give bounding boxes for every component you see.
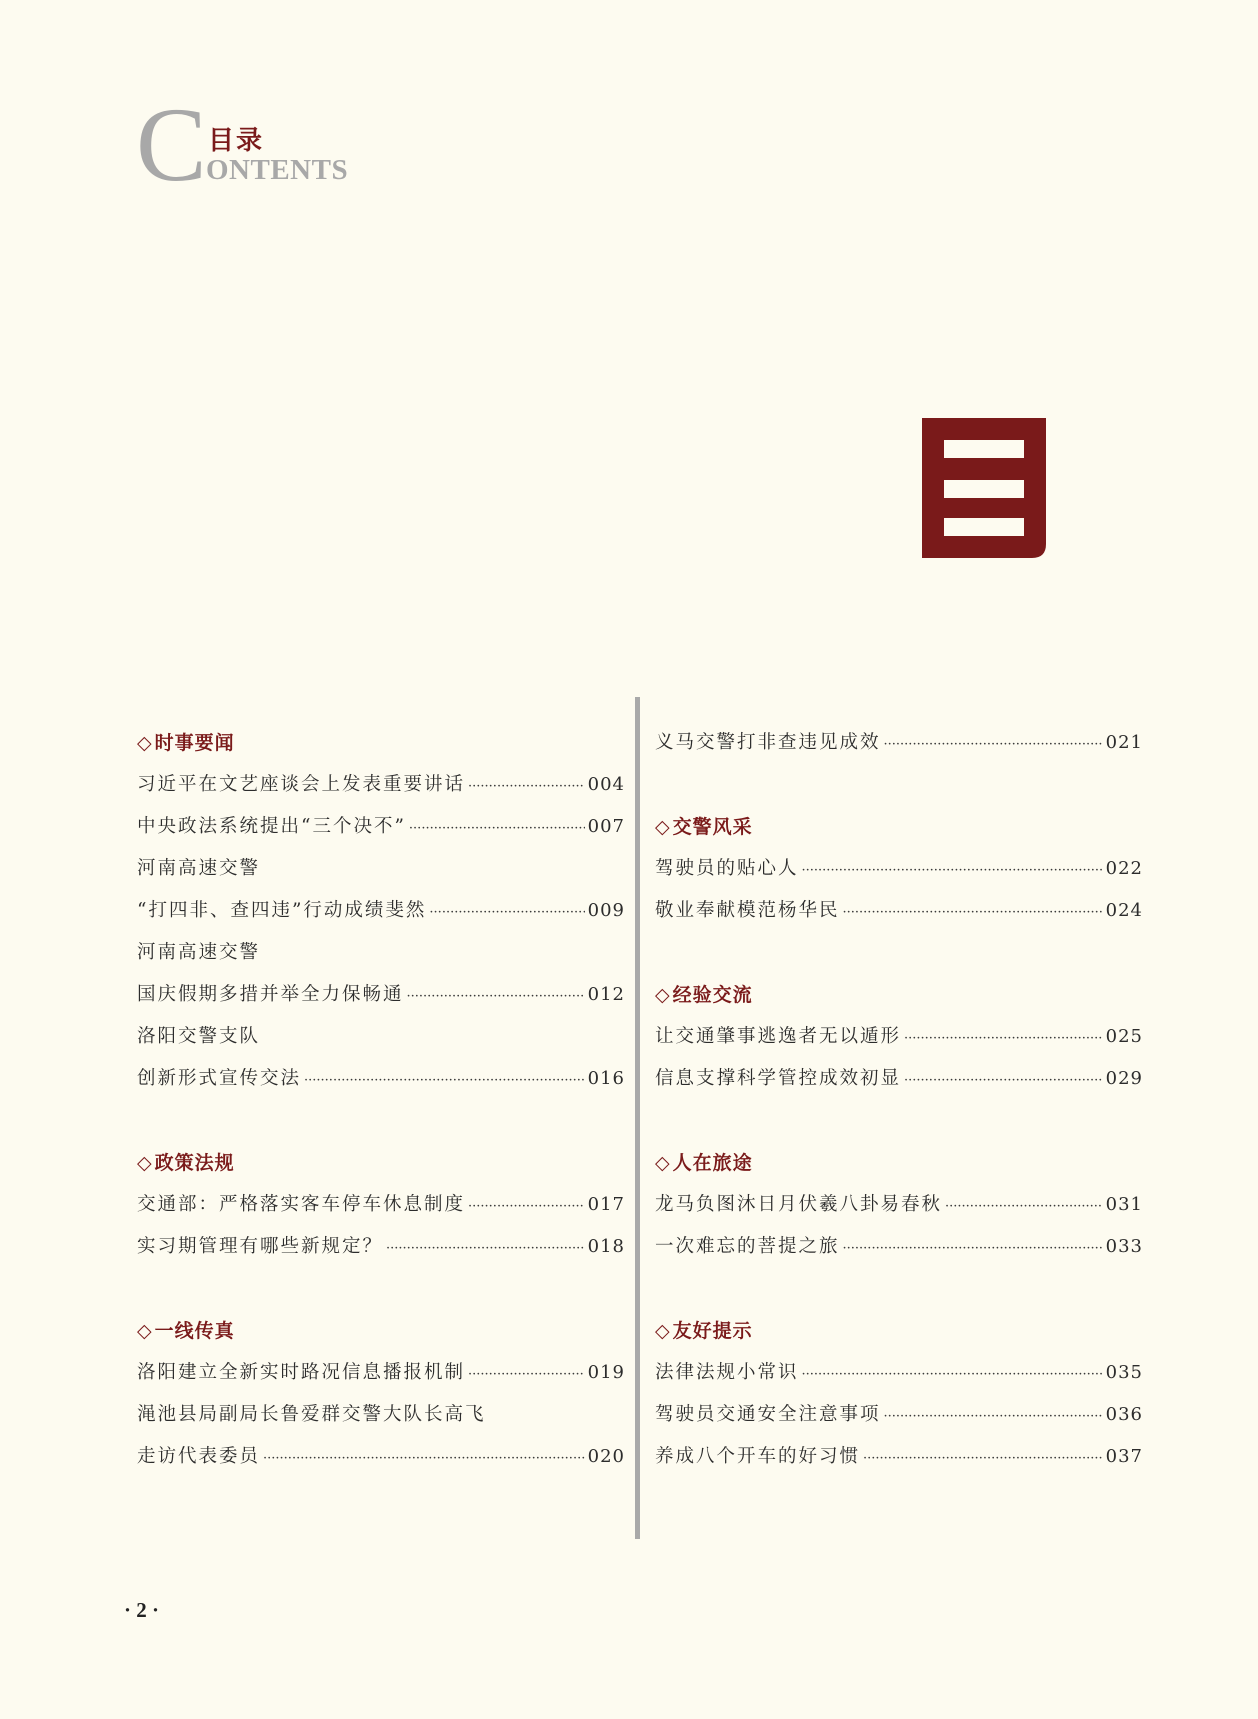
header-title-cn: 目录 — [208, 126, 265, 156]
right-column — [655, 722, 1143, 1478]
toc-entry[interactable]: 习近平在文艺座谈会上发表重要讲话 ····· 004 — [137, 764, 625, 806]
toc-entry-subtitle: 河南高速交警 — [137, 858, 261, 879]
mu-character-glyph-icon — [922, 418, 1046, 558]
toc-entry[interactable]: “打四非、查四违”行动成绩斐然 ····· 009 — [137, 890, 625, 932]
toc-entry[interactable]: 信息支撑科学管控成效初显 ····· 029 — [655, 1058, 1143, 1100]
diamond-icon: ◇ — [655, 1152, 671, 1174]
diamond-icon: ◇ — [655, 1320, 671, 1342]
toc-entry[interactable]: 创新形式宣传交法 ····· 016 — [137, 1058, 625, 1100]
section-title: ◇ 一线传真 — [137, 1320, 235, 1342]
contents-header — [136, 86, 376, 203]
toc-entry[interactable]: 驾驶员交通安全注意事项 ····· 036 — [655, 1394, 1143, 1436]
diamond-icon: ◇ — [137, 732, 153, 754]
diamond-icon: ◇ — [137, 1320, 153, 1342]
toc-entry[interactable]: 龙马负图沐日月伏羲八卦易春秋 ····· 031 — [655, 1184, 1143, 1226]
diamond-icon: ◇ — [137, 1152, 153, 1174]
toc-entry[interactable]: 让交通肇事逃逸者无以遁形 ····· 025 — [655, 1016, 1143, 1058]
section-title: ◇ 友好提示 — [655, 1320, 753, 1342]
diamond-icon: ◇ — [655, 816, 671, 838]
section-title: ◇ 人在旅途 — [655, 1152, 753, 1174]
header-title-en: ONTENTS — [206, 154, 349, 186]
toc-entry[interactable]: 实习期管理有哪些新规定？ ····· 018 — [137, 1226, 625, 1268]
toc-entry-subtitle: 洛阳交警支队 — [137, 1026, 261, 1047]
toc-entry[interactable]: 一次难忘的菩提之旅 ····· 033 — [655, 1226, 1143, 1268]
toc-entry[interactable]: 驾驶员的贴心人 ····· 022 — [655, 848, 1143, 890]
toc-entry-subtitle: 渑池县局副局长鲁爱群交警大队长高飞 — [137, 1404, 486, 1425]
diamond-icon: ◇ — [655, 984, 671, 1006]
toc-entry[interactable]: 国庆假期多措并举全力保畅通 ····· 012 — [137, 974, 625, 1016]
section-title: ◇ 交警风采 — [655, 816, 753, 838]
toc-entry[interactable]: 法律法规小常识 ····· 035 — [655, 1352, 1143, 1394]
toc-entry[interactable]: 走访代表委员 ····· 020 — [137, 1436, 625, 1478]
toc-entry[interactable]: 交通部：严格落实客车停车休息制度 ····· 017 — [137, 1184, 625, 1226]
section-title: ◇ 时事要闻 — [137, 732, 235, 754]
column-divider — [635, 697, 640, 1539]
left-column — [137, 722, 625, 1478]
toc-entry-subtitle: 河南高速交警 — [137, 942, 261, 963]
toc-entry[interactable]: 敬业奉献模范杨华民 ····· 024 — [655, 890, 1143, 932]
toc-entry[interactable]: 养成八个开车的好习惯 ····· 037 — [655, 1436, 1143, 1478]
toc-entry[interactable]: 洛阳建立全新实时路况信息播报机制 ····· 019 — [137, 1352, 625, 1394]
section-title: ◇ 经验交流 — [655, 984, 753, 1006]
header-big-letter: C — [136, 86, 207, 203]
page-number: · 2 · — [124, 1598, 160, 1622]
toc-entry[interactable]: 义马交警打非查违见成效 ····· 021 — [655, 722, 1143, 764]
section-title: ◇ 政策法规 — [137, 1152, 235, 1174]
toc-entry[interactable]: 中央政法系统提出“三个决不” ····· 007 — [137, 806, 625, 848]
